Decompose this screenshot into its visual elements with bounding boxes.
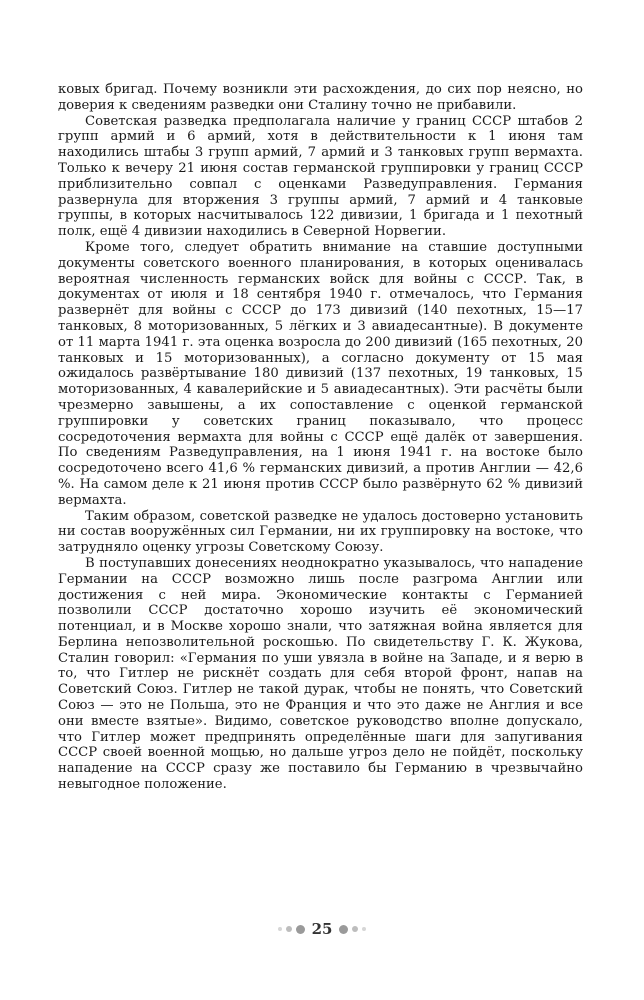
footer-dot-icon (352, 926, 358, 932)
paragraph-continuation: ковых бригад. Почему возникли эти расхождения, до сих пор неясно, но доверия к сведениям разведки они Сталину точно не прибавили. (58, 82, 583, 113)
footer-dot-icon (296, 925, 305, 934)
page-number: 25 (311, 920, 333, 938)
footer-dot-icon (339, 925, 348, 934)
paragraph-military-planning: Кроме того, следует обратить внимание на ставшие доступными документы советского военного планирования, в которых оценивалась вероятная численность германских войск для войны с СССР. Так, в документах от июля и 18 сентября 1940 г. отмечалось, что Германия развернёт для войны с СССР до 173 дивизий (140 пехотных, 15—17 танковых, 8 моторизованных, 5 лёгких и 3 авиадесантные). В документе от 11 марта 1941 г. эта оценка возросла до 200 дивизий (165 пехотных, 20 танковых и 15 моторизованных), а согласно документу от 15 мая ожидалось развёртывание 180 дивизий (137 пехотных, 19 танковых, 15 моторизованных, 4 кавалерийские и 5 авиадесантных). Эти расчёты были чрезмерно завышены, а их сопоставление с оценкой германской группировки у советских границ показывало, что процесс сосредоточения вермахта для войны с СССР ещё далёк от завершения. По сведениям Разведуправления, на 1 июня 1941 г. на востоке было сосредоточено всего 41,6 % германских дивизий, а против Англии — 42,6 %. На самом деле к 21 июня против СССР было развёрнуто 62 % дивизий вермахта. (58, 239, 583, 508)
footer-dot-icon (286, 926, 292, 932)
page-body-text (58, 82, 583, 793)
paragraph-reports: В поступавших донесениях неоднократно указывалось, что нападение Германии на СССР возможно лишь после разгрома Англии или достижения с ней мира. Экономические контакты с Германией позволили СССР достаточно хорошо изучить её экономический потенциал, и в Москве хорошо знали, что затяжная война является для Берлина непозволительной роскошью. По свидетельству Г. К. Жукова, Сталин говорил: «Германия по уши увязла в войне на Западе, и я верю в то, что Гитлер не рискнёт создать для себя второй фронт, напав на Советский Союз. Гитлер не такой дурак, чтобы не понять, что Советский Союз — это не Польша, это не Франция и что это даже не Англия и все они вместе взятые». Видимо, советское руководство вполне допускало, что Гитлер может предпринять определённые шаги для запугивания СССР своей военной мощью, но дальше угроз дело не пойдёт, поскольку нападение на СССР сразу же поставило бы Германию в чрезвычайно невыгодное положение. (58, 555, 583, 793)
footer-dot-icon (278, 927, 282, 931)
footer-dot-icon (362, 927, 366, 931)
paragraph-conclusion: Таким образом, советской разведке не удалось достоверно установить ни состав вооружённых сил Германии, ни их группировку на востоке, что затрудняло оценку угрозы Советскому Союзу. (58, 508, 583, 556)
page-footer (0, 920, 644, 938)
paragraph-intelligence-estimates: Советская разведка предполагала наличие у границ СССР штабов 2 групп армий и 6 армий, хотя в действительности к 1 июня там находились штабы 3 групп армий, 7 армий и 3 танковых групп вермахта. Только к вечеру 21 июня состав германской группировки у границ СССР приблизительно совпал с оценками Разведуправления. Германия развернула для вторжения 3 группы армий, 7 армий и 4 танковые группы, в которых насчитывалось 122 дивизии, 1 бригада и 1 пехотный полк, ещё 4 дивизии находились в Северной Норвегии. (58, 113, 583, 240)
